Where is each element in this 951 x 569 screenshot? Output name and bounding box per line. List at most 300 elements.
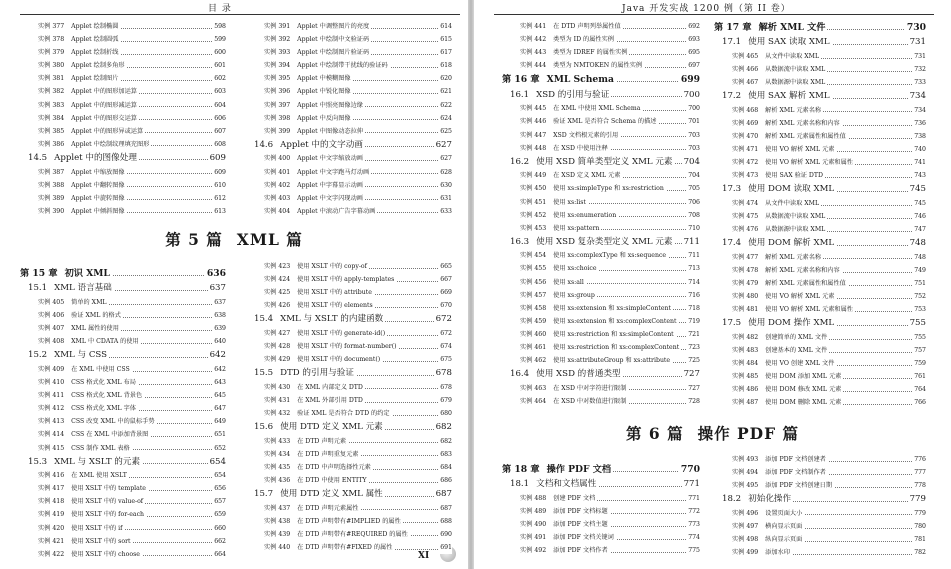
entry-title: [38, 325, 121, 332]
entry-text: 添加水印: [765, 549, 790, 557]
entry-title: [38, 299, 109, 306]
toc-example-entry: [502, 289, 700, 302]
toc-example-entry: [502, 518, 700, 531]
entry-number: 实例 422: [38, 550, 65, 558]
entry-title: [520, 534, 616, 541]
toc-example-entry: [20, 85, 226, 98]
entry-number: 实例 423: [264, 263, 291, 270]
entry-number: 实例 496: [732, 509, 759, 517]
toc-example-entry: [246, 20, 452, 33]
entry-title: [520, 344, 681, 351]
entry-page: 599: [212, 33, 226, 46]
entry-number: 实例 491: [520, 534, 547, 542]
entry-title: [722, 91, 832, 101]
entry-number: 实例 498: [732, 536, 759, 544]
entry-number: 实例 490: [520, 521, 547, 529]
entry-page: 610: [212, 179, 226, 192]
entry-page: 613: [212, 205, 226, 218]
entry-title: [38, 23, 120, 30]
entry-number: 实例 421: [38, 537, 65, 545]
entry-number: 实例 381: [38, 75, 65, 83]
entry-title: [732, 120, 842, 127]
entry-number: 实例 489: [520, 508, 547, 516]
toc-example-entry: [246, 273, 452, 286]
entry-text: 从文件中读取 XML: [765, 52, 820, 60]
entry-number: 14.6: [254, 139, 274, 150]
entry-title: [520, 318, 678, 325]
toc-example-entry: [246, 260, 452, 273]
entry-text: 使用 XSLT 中的 attribute: [297, 289, 372, 297]
entry-number: 实例 400: [264, 155, 291, 163]
entry-text: CSS 改变 XML 中的鼠标手势: [71, 418, 155, 426]
entry-number: 实例 416: [38, 472, 65, 480]
entry-title: [732, 226, 827, 233]
entry-number: 实例 419: [38, 511, 65, 519]
entry-page: 736: [912, 117, 926, 130]
entry-number: 实例 424: [264, 276, 291, 284]
entry-number: 实例 415: [38, 444, 65, 452]
toc-example-entry: [502, 382, 700, 395]
entry-number: 实例 461: [520, 344, 547, 352]
entry-page: 777: [912, 466, 926, 479]
entry-number: 实例 432: [264, 410, 291, 418]
entry-title: [714, 22, 827, 33]
entry-number: 15.7: [254, 489, 274, 500]
entry-number: 实例 465: [732, 52, 759, 60]
toc-example-entry: [714, 344, 926, 357]
entry-title: [732, 254, 823, 261]
entry-text: Applet 中绘制纹理填充图形: [71, 140, 150, 148]
entry-number: 实例 454: [520, 252, 547, 260]
toc-example-entry: [714, 466, 926, 479]
entry-page: 682: [434, 420, 452, 435]
entry-text: 使用 XSLT 中的 elements: [297, 302, 373, 310]
toc-example-entry: [20, 495, 226, 508]
entry-title: [38, 208, 127, 215]
entry-number: 实例 481: [732, 306, 759, 314]
entry-page: 649: [212, 415, 226, 428]
entry-page: 725: [686, 354, 700, 367]
entry-page: 700: [682, 88, 700, 103]
entry-page: 631: [438, 192, 452, 205]
toc-example-entry: [20, 179, 226, 192]
toc-example-entry: [714, 50, 926, 63]
entry-text: 类型为 IDREF 的属性实例: [553, 49, 628, 57]
entry-text: 添加 PDF 文档创建者: [765, 456, 826, 463]
entry-page: 679: [438, 394, 452, 407]
toc-example-entry: [20, 309, 226, 322]
entry-text: 使用 SAX 读取 XML: [748, 37, 830, 48]
entry-number: 实例 385: [38, 127, 65, 135]
entry-text: 类型为 NMTOKEN 的属性实例: [553, 62, 643, 70]
entry-title: [38, 312, 123, 319]
entry-page: 706: [686, 196, 700, 209]
entry-text: Applet 中倾斜图像: [71, 207, 125, 215]
entry-page: 609: [212, 166, 226, 179]
toc-example-entry: [246, 327, 452, 340]
toc-example-entry: [714, 303, 926, 316]
entry-title: [520, 132, 620, 139]
entry-number: 实例 394: [264, 62, 291, 70]
entry-page: 716: [686, 289, 700, 302]
toc-example-entry: [502, 544, 700, 557]
entry-page: 781: [912, 533, 926, 546]
entry-text: 使用 xs:extension 和 xs:complexContent: [553, 317, 677, 325]
toc-example-entry: [714, 130, 926, 143]
entry-number: 实例 412: [38, 405, 65, 413]
entry-title: [264, 276, 396, 283]
toc-example-entry: [20, 20, 226, 33]
entry-title: [254, 489, 385, 499]
toc-example-entry: [20, 442, 226, 455]
left-running-head: 目 录: [208, 4, 232, 14]
entry-number: 实例 425: [264, 289, 291, 297]
entry-title: [38, 445, 132, 452]
toc-section-entry: [714, 35, 926, 50]
entry-text: 验证 XML 是否符合 DTD 的约定: [297, 410, 390, 418]
entry-text: Applet 中缩放图像: [71, 168, 125, 176]
entry-page: 604: [212, 99, 226, 112]
entry-page: 771: [686, 492, 700, 505]
entry-number: 16.2: [510, 156, 530, 167]
entry-text: 使用 VO 解析 XML 元素: [765, 293, 835, 301]
entry-text: Applet 中绘制图片验证码: [297, 49, 370, 57]
toc-example-entry: [502, 315, 700, 328]
entry-page: 699: [679, 72, 700, 87]
right-col-b-top: [714, 20, 926, 410]
entry-page: 714: [686, 276, 700, 289]
toc-example-entry: [20, 322, 226, 335]
entry-page: 643: [212, 376, 226, 389]
entry-text: 解析 XML 元素名称和内容: [765, 119, 840, 127]
toc-section-entry: [246, 420, 452, 435]
entry-text: 使用 XSLT 中的 document(): [297, 356, 381, 364]
entry-page: 771: [682, 477, 700, 492]
entry-page: 759: [912, 357, 926, 370]
entry-page: 654: [212, 469, 226, 482]
entry-page: 748: [908, 236, 926, 251]
entry-number: 实例 455: [520, 265, 547, 273]
entry-text: 在 DTD 中使用 ENTITY: [297, 477, 367, 484]
entry-title: [732, 267, 842, 274]
entry-title: [38, 525, 124, 532]
entry-page: 627: [434, 138, 452, 153]
entry-text: Applet 中绘制带干扰线的验证码: [297, 62, 388, 70]
entry-text: 使用 VO 创建 XML 文件: [765, 360, 835, 368]
left-part-title: [0, 228, 468, 250]
entry-title: [38, 551, 142, 558]
entry-title: [264, 477, 369, 484]
entry-page: 637: [208, 281, 226, 296]
toc-example-entry: [714, 143, 926, 156]
entry-text: XML 属性的使用: [71, 325, 119, 333]
toc-example-entry: [20, 138, 226, 151]
entry-title: [732, 280, 848, 287]
entry-title: [38, 115, 139, 122]
entry-number: 实例 477: [732, 253, 759, 261]
entry-title: [732, 79, 827, 86]
entry-number: 实例 402: [264, 181, 291, 189]
entry-number: 17.5: [722, 318, 742, 329]
entry-title: [264, 343, 399, 350]
entry-text: 类型为 ID 的属性实例: [553, 36, 614, 44]
part-number: 第 5 篇: [165, 230, 223, 249]
entry-page: 753: [912, 303, 926, 316]
toc-example-entry: [714, 63, 926, 76]
entry-text: 使用 XSD 的普通类型: [536, 369, 621, 380]
toc-section-entry: [714, 492, 926, 507]
toc-example-entry: [20, 112, 226, 125]
entry-page: 654: [208, 455, 226, 470]
entry-page: 705: [686, 182, 700, 195]
entry-title: [520, 305, 673, 312]
toc-example-entry: [246, 99, 452, 112]
entry-page: 727: [686, 382, 700, 395]
entry-page: 747: [912, 223, 926, 236]
entry-text: 使用 xs:attributeGroup 和 xs:attribute: [553, 357, 671, 365]
entry-text: Applet 中翻转图像: [71, 181, 125, 189]
entry-page: 614: [438, 20, 452, 33]
entry-title: [732, 482, 834, 489]
entry-number: 实例 476: [732, 226, 759, 234]
entry-page: 704: [686, 169, 700, 182]
toc-example-entry: [246, 152, 452, 165]
toc-section-entry: [20, 151, 226, 166]
entry-title: [28, 283, 114, 293]
entry-text: 使用 DOM 解析 XML: [748, 238, 835, 249]
entry-page: 669: [438, 286, 452, 299]
entry-page: 772: [686, 505, 700, 518]
entry-number: 实例 493: [732, 456, 759, 463]
entry-title: [264, 155, 365, 162]
entry-text: Applet 中的文字动画: [280, 139, 363, 150]
entry-title: [264, 208, 377, 215]
toc-example-entry: [502, 59, 700, 72]
entry-page: 622: [438, 99, 452, 112]
entry-page: 675: [438, 353, 452, 366]
entry-number: 第 17 章: [714, 22, 752, 33]
toc-section-entry: [714, 236, 926, 251]
entry-number: 实例 430: [264, 383, 291, 391]
entry-title: [264, 115, 353, 122]
entry-number: 实例 473: [732, 172, 759, 180]
entry-title: [264, 451, 360, 458]
entry-title: [38, 102, 139, 109]
entry-number: 实例 388: [38, 181, 65, 189]
entry-title: [264, 518, 403, 525]
entry-title: [732, 146, 836, 153]
entry-number: 实例 451: [520, 198, 547, 206]
entry-page: 782: [912, 546, 926, 559]
entry-title: [38, 511, 146, 518]
entry-number: 实例 403: [264, 194, 291, 202]
toc-example-entry: [246, 435, 452, 448]
entry-text: 使用 DOM 读取 XML: [748, 184, 835, 195]
entry-page: 733: [912, 76, 926, 89]
toc-example-entry: [502, 492, 700, 505]
toc-example-entry: [20, 402, 226, 415]
toc-section-entry: [502, 367, 700, 382]
entry-text: Applet 中图像动态拉伸: [297, 127, 363, 135]
entry-text: 使用 VO 解析 XML 元素和属性: [765, 306, 853, 314]
entry-page: 773: [686, 518, 700, 531]
toc-example-entry: [20, 548, 226, 561]
entry-text: 从文件中读取 XML: [765, 200, 820, 208]
entry-number: 16.4: [510, 369, 530, 380]
entry-title: [510, 237, 675, 247]
entry-page: 755: [912, 331, 926, 344]
entry-text: 使用 XSLT 中的 copy-of: [297, 263, 367, 270]
entry-number: 实例 382: [38, 88, 65, 96]
entry-title: [732, 172, 825, 179]
entry-text: XSD 文档根元素的引用: [553, 131, 619, 139]
entry-page: 627: [438, 152, 452, 165]
entry-text: 使用 xs:all: [553, 278, 584, 286]
entry-title: [722, 318, 836, 328]
entry-number: 实例 442: [520, 36, 547, 44]
entry-title: [38, 182, 127, 189]
entry-page: 657: [212, 495, 226, 508]
entry-title: [38, 366, 132, 373]
entry-text: 在 XSD 定义 XML 元素: [553, 172, 621, 180]
entry-number: 实例 472: [732, 159, 759, 167]
entry-number: 第 15 章: [20, 268, 58, 279]
entry-title: [732, 53, 821, 60]
entry-text: CSS 格式化 XML 背景色: [71, 392, 143, 400]
entry-number: 实例 499: [732, 549, 759, 557]
toc-example-entry: [714, 396, 926, 409]
toc-example-entry: [502, 182, 700, 195]
toc-example-entry: [714, 546, 926, 559]
entry-text: 在 XSD 中对字符进行限制: [553, 384, 627, 392]
toc-chapter-entry: [502, 462, 700, 477]
toc-example-entry: [246, 394, 452, 407]
toc-example-entry: [246, 72, 452, 85]
entry-title: [732, 213, 827, 220]
entry-number: 实例 445: [520, 105, 547, 113]
toc-example-entry: [714, 370, 926, 383]
entry-title: [264, 102, 365, 109]
entry-number: 实例 396: [264, 88, 291, 96]
entry-page: 690: [438, 528, 452, 541]
entry-text: 使用 XSLT 中的 for-each: [71, 511, 145, 519]
entry-number: 实例 393: [264, 49, 291, 57]
entry-page: 755: [908, 316, 926, 331]
entry-text: Applet 中文字跑马灯动画: [297, 168, 370, 176]
entry-number: 17.1: [722, 37, 742, 48]
entry-text: 使用 DOM 操作 XML: [748, 318, 835, 329]
entry-title: [520, 145, 610, 152]
toc-example-entry: [246, 205, 452, 218]
toc-example-entry: [20, 72, 226, 85]
entry-number: 实例 395: [264, 75, 291, 83]
toc-example-entry: [714, 197, 926, 210]
entry-number: 实例 407: [38, 325, 65, 333]
entry-title: [254, 422, 385, 432]
toc-example-entry: [246, 59, 452, 72]
toc-example-entry: [502, 102, 700, 115]
entry-number: 实例 479: [732, 280, 759, 288]
entry-number: 实例 384: [38, 114, 65, 122]
toc-example-entry: [502, 115, 700, 128]
entry-text: 使用 XSD 简单类型定义 XML 元素: [536, 156, 673, 167]
entry-page: 710: [686, 222, 700, 235]
entry-page: 731: [912, 50, 926, 63]
entry-text: 在 DTD 声明带有#FIXED 的属性: [297, 543, 393, 551]
toc-chapter-entry: [714, 20, 926, 35]
toc-section-entry: [502, 88, 700, 103]
entry-title: [510, 369, 623, 379]
entry-page: 638: [212, 309, 226, 322]
entry-title: [520, 331, 676, 338]
entry-page: 695: [686, 46, 700, 59]
entry-page: 703: [686, 129, 700, 142]
entry-title: [520, 292, 597, 299]
entry-text: 文档和文档属性: [536, 479, 597, 490]
toc-section-entry: [502, 155, 700, 170]
entry-text: 添加 PDF 文档创建日期: [765, 482, 833, 490]
toc-example-entry: [20, 428, 226, 441]
entry-page: 764: [912, 383, 926, 396]
entry-text: 解析 XML 文件: [758, 22, 826, 33]
toc-section-entry: [714, 182, 926, 197]
entry-text: 使用 xs:restriction 和 xs:simpleContent: [553, 330, 674, 338]
toc-example-entry: [20, 205, 226, 218]
entry-page: 691: [438, 541, 452, 554]
entry-title: [732, 456, 828, 463]
entry-title: [264, 531, 410, 538]
entry-title: [38, 36, 120, 43]
toc-section-entry: [20, 281, 226, 296]
entry-text: 在 XML 使用 XSLT: [71, 472, 127, 480]
entry-title: [520, 199, 588, 206]
entry-title: [520, 547, 610, 554]
entry-title: [732, 306, 855, 313]
toc-example-entry: [246, 112, 452, 125]
entry-text: 解析 XML 元素名称: [765, 253, 822, 261]
entry-title: [520, 185, 666, 192]
entry-number: 17.2: [722, 91, 742, 102]
entry-page: 652: [212, 442, 226, 455]
entry-page: 651: [212, 428, 226, 441]
entry-text: 使用 xs:list: [553, 198, 586, 206]
entry-text: 在 XSD 中使用注释: [553, 144, 608, 152]
entry-number: 实例 440: [264, 543, 291, 551]
right-col-a-top: [502, 20, 700, 408]
entry-text: Applet 中文字闪现动画: [297, 194, 363, 202]
toc-example-entry: [20, 469, 226, 482]
entry-number: 实例 467: [732, 79, 759, 87]
toc-example-entry: [20, 508, 226, 521]
entry-text: 使用 DOM 添加 XML 元素: [765, 373, 842, 381]
entry-page: 608: [212, 138, 226, 151]
entry-page: 718: [686, 302, 700, 315]
entry-page: 670: [438, 299, 452, 312]
toc-section-entry: [246, 138, 452, 153]
entry-text: 使用 xs:restriction 和 xs:complexContent: [553, 344, 680, 352]
entry-title: [264, 397, 365, 404]
toc-example-entry: [714, 277, 926, 290]
entry-page: 665: [438, 260, 452, 273]
toc-example-entry: [20, 125, 226, 138]
entry-title: [28, 153, 139, 163]
entry-title: [20, 268, 112, 279]
entry-title: [28, 457, 142, 467]
entry-number: 实例 411: [38, 392, 65, 400]
toc-example-entry: [502, 262, 700, 275]
entry-number: 16.3: [510, 236, 530, 247]
toc-section-entry: [714, 316, 926, 331]
